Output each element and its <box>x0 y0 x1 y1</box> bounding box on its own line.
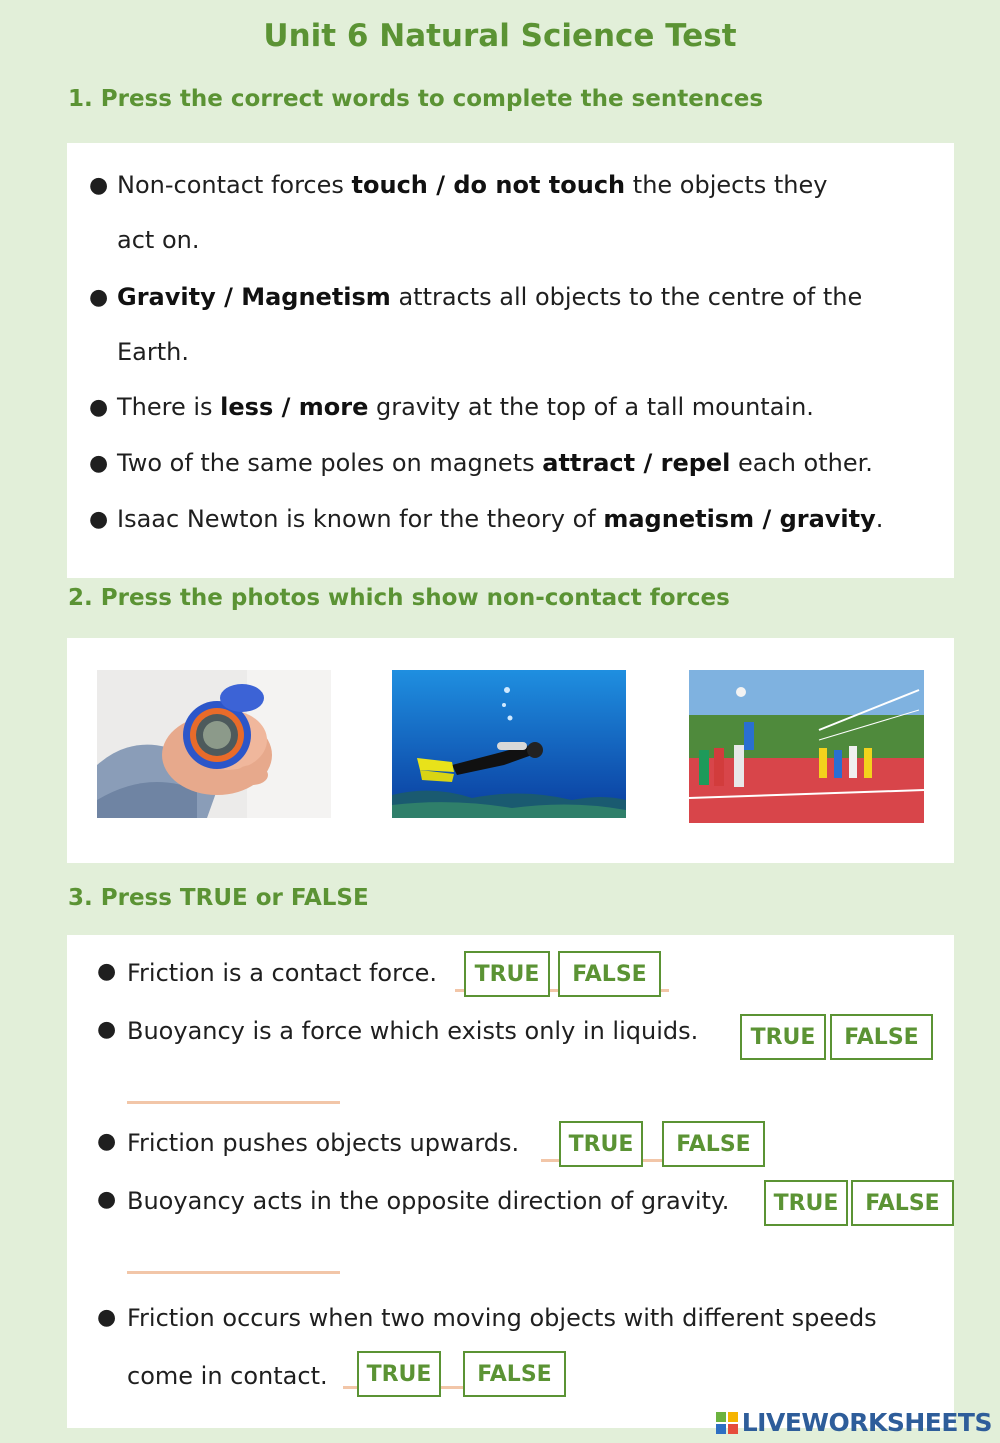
word-option[interactable]: Magnetism <box>241 283 391 311</box>
bullet-icon: ● <box>97 1017 117 1042</box>
sentence-item: ● Two of the same poles on magnets attract / repel each other. <box>117 436 917 491</box>
answer-line <box>127 1101 340 1104</box>
word-option[interactable]: gravity <box>779 505 876 533</box>
section-3-panel <box>67 935 954 1428</box>
brand-text: LIVEWORKSHEETS <box>741 1408 992 1437</box>
word-option[interactable]: Gravity <box>117 283 216 311</box>
statement-item: ● Friction occurs when two moving objects with different speeds come in contact. <box>127 1289 877 1405</box>
sentence-item: ● Gravity / Magnetism attracts all objects to the centre of the Earth. <box>117 270 917 380</box>
page-title: Unit 6 Natural Science Test <box>263 18 737 54</box>
volleyball-photo[interactable] <box>689 670 924 823</box>
diver-photo[interactable] <box>392 670 626 818</box>
bullet-icon: ● <box>89 395 109 420</box>
true-button[interactable]: TRUE <box>740 1014 826 1060</box>
section-1-panel <box>67 143 954 578</box>
sentence-item: ● Isaac Newton is known for the theory of magnetism / gravity. <box>117 492 917 547</box>
word-option[interactable]: less <box>220 393 274 421</box>
bullet-icon: ● <box>89 507 109 532</box>
liveworksheets-logo[interactable] <box>716 1408 992 1437</box>
statement-item: ● Buoyancy is a force which exists only in liquids. <box>97 1017 699 1045</box>
bullet-icon: ● <box>89 285 109 310</box>
false-button[interactable]: FALSE <box>662 1121 765 1167</box>
true-button[interactable]: TRUE <box>464 951 550 997</box>
section-3-heading: 3. Press TRUE or FALSE <box>68 885 369 911</box>
word-option[interactable]: attract <box>542 449 636 477</box>
true-button[interactable]: TRUE <box>357 1351 441 1397</box>
bullet-icon: ● <box>97 1129 117 1154</box>
word-option[interactable]: magnetism <box>603 505 755 533</box>
bullet-icon: ● <box>89 451 109 476</box>
liveworksheets-icon <box>716 1412 738 1434</box>
bullet-icon: ● <box>89 173 109 198</box>
section-2-heading: 2. Press the photos which show non-contact forces <box>68 585 730 611</box>
answer-line <box>127 1271 340 1274</box>
bullet-icon: ● <box>97 1187 117 1212</box>
false-button[interactable]: FALSE <box>463 1351 566 1397</box>
word-option[interactable]: more <box>298 393 369 421</box>
false-button[interactable]: FALSE <box>830 1014 933 1060</box>
sentence-item: ● There is less / more gravity at the top of a tall mountain. <box>117 380 917 435</box>
bullet-icon: ● <box>97 959 117 984</box>
false-button[interactable]: FALSE <box>558 951 661 997</box>
compass-photo[interactable] <box>97 670 331 818</box>
section-1-heading: 1. Press the correct words to complete the sentences <box>68 86 764 112</box>
statement-item: ● Friction pushes objects upwards. <box>97 1129 520 1157</box>
statement-item: ● Buoyancy acts in the opposite direction of gravity. <box>97 1187 730 1215</box>
word-option[interactable]: touch <box>351 171 428 199</box>
true-button[interactable]: TRUE <box>559 1121 643 1167</box>
statement-item: ● Friction is a contact force. <box>97 959 438 987</box>
sentence-item: ● Non-contact forces touch / do not touch the objects they act on. <box>117 158 917 268</box>
false-button[interactable]: FALSE <box>851 1180 954 1226</box>
section-2-panel <box>67 638 954 863</box>
bullet-icon: ● <box>97 1305 117 1330</box>
word-option[interactable]: repel <box>660 449 731 477</box>
word-option[interactable]: do not touch <box>453 171 626 199</box>
true-button[interactable]: TRUE <box>764 1180 848 1226</box>
